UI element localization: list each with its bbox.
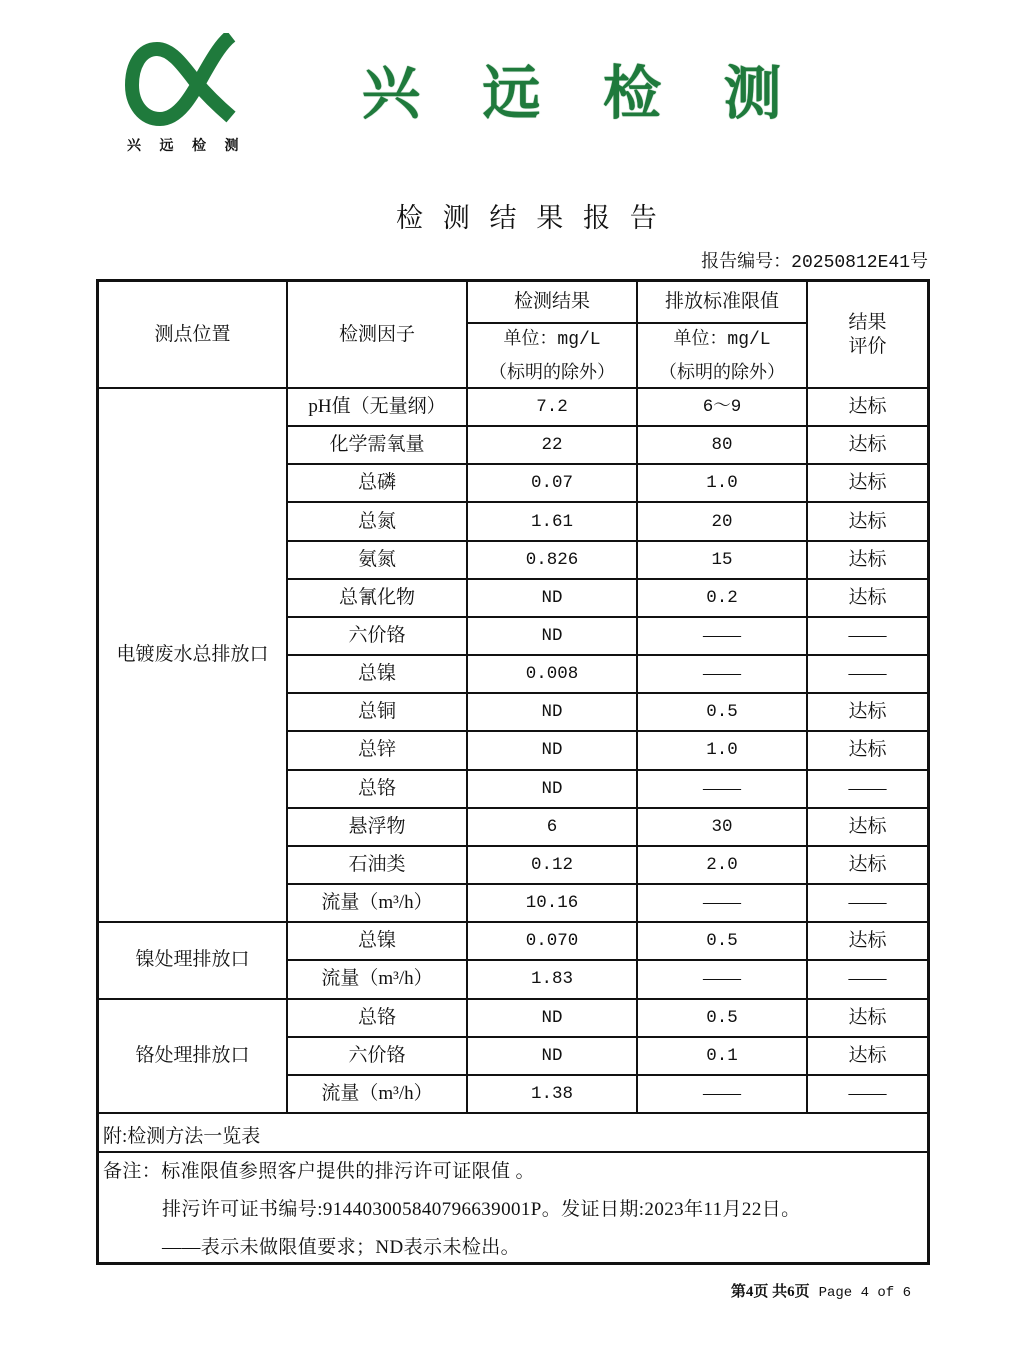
location-cell: 镍处理排放口 <box>99 923 288 999</box>
factor-cell: 总氮 <box>288 503 468 541</box>
factor-cell: 总氰化物 <box>288 580 468 618</box>
remark-line: 排污许可证书编号:914403005840796639001P。发证日期:2023年11月22日。 <box>162 1198 801 1220</box>
result-cell: 0.070 <box>468 923 638 961</box>
unit-line: 单位：mg/L <box>673 329 771 350</box>
evaluation-cell: 达标 <box>808 427 927 465</box>
factor-cell: 总镍 <box>288 656 468 694</box>
page-footer <box>731 1280 911 1301</box>
evaluation-cell: —— <box>808 771 927 809</box>
report-number: 报告编号：20250812E41号 <box>701 253 928 273</box>
factor-cell: 流量（m³/h） <box>288 1076 468 1114</box>
factor-cell: 总镍 <box>288 923 468 961</box>
evaluation-cell: 达标 <box>808 809 927 847</box>
header-location: 测点位置 <box>99 282 288 389</box>
result-cell: 10.16 <box>468 885 638 923</box>
remark-line: ——表示未做限值要求；ND表示未检出。 <box>162 1236 521 1258</box>
header-evaluation <box>808 282 927 389</box>
unit-note-line: （标明的除外） <box>489 361 615 382</box>
page-number-cn: 第4页 共6页 <box>730 1284 810 1300</box>
factor-cell: 氨氮 <box>288 542 468 580</box>
header-limit: 排放标准限值 <box>638 282 808 324</box>
header-result: 检测结果 <box>468 282 638 324</box>
result-cell: ND <box>468 618 638 656</box>
remark-line: 备注：标准限值参照客户提供的排污许可证限值 。 <box>103 1160 535 1182</box>
factor-cell: 石油类 <box>288 847 468 885</box>
limit-cell: 6～9 <box>638 389 808 427</box>
evaluation-cell: 达标 <box>808 847 927 885</box>
limit-cell: 1.0 <box>638 732 808 770</box>
limit-cell: 80 <box>638 427 808 465</box>
evaluation-cell: 达标 <box>808 923 927 961</box>
location-cell: 铬处理排放口 <box>99 1000 288 1114</box>
evaluation-cell: 达标 <box>808 542 927 580</box>
location-cell: 电镀废水总排放口 <box>99 389 288 923</box>
result-cell: 0.008 <box>468 656 638 694</box>
result-cell: 0.12 <box>468 847 638 885</box>
result-cell: 6 <box>468 809 638 847</box>
unit-line: 单位：mg/L <box>503 329 601 350</box>
factor-cell: 流量（m³/h） <box>288 961 468 999</box>
factor-cell: 六价铬 <box>288 1038 468 1076</box>
factor-cell: 总铜 <box>288 694 468 732</box>
limit-cell: —— <box>638 618 808 656</box>
result-cell: 1.61 <box>468 503 638 541</box>
limit-cell: 30 <box>638 809 808 847</box>
unit-note-line: （标明的除外） <box>659 361 785 382</box>
evaluation-cell: 达标 <box>808 465 927 503</box>
header-evaluation-line: 评价 <box>848 335 887 357</box>
evaluation-cell: 达标 <box>808 694 927 732</box>
evaluation-cell: —— <box>808 1076 927 1114</box>
limit-cell: —— <box>638 885 808 923</box>
result-cell: 22 <box>468 427 638 465</box>
factor-cell: 总磷 <box>288 465 468 503</box>
limit-cell: 0.1 <box>638 1038 808 1076</box>
header-factor: 检测因子 <box>288 282 468 389</box>
limit-cell: 0.5 <box>638 1000 808 1038</box>
report-title: 检 测 结 果 报 告 <box>396 203 664 233</box>
appendix-note: 附:检测方法一览表 <box>99 1114 927 1153</box>
results-table <box>96 279 930 1265</box>
evaluation-cell: —— <box>808 656 927 694</box>
header-evaluation-line: 结果 <box>848 311 887 333</box>
evaluation-cell: 达标 <box>808 580 927 618</box>
factor-cell: 总铬 <box>288 771 468 809</box>
evaluation-cell: 达标 <box>808 1000 927 1038</box>
evaluation-cell: 达标 <box>808 389 927 427</box>
logo-caption: 兴 远 检 测 <box>127 139 246 154</box>
limit-cell: 1.0 <box>638 465 808 503</box>
limit-cell: 0.2 <box>638 580 808 618</box>
limit-cell: 15 <box>638 542 808 580</box>
page-number-en: Page 4 of 6 <box>818 1285 911 1301</box>
result-cell: ND <box>468 771 638 809</box>
result-cell: ND <box>468 732 638 770</box>
limit-cell: —— <box>638 656 808 694</box>
factor-cell: 悬浮物 <box>288 809 468 847</box>
factor-cell: pH值（无量纲） <box>288 389 468 427</box>
result-cell: 7.2 <box>468 389 638 427</box>
result-cell: ND <box>468 694 638 732</box>
result-cell: ND <box>468 1038 638 1076</box>
result-unit <box>468 324 638 389</box>
result-cell: ND <box>468 1000 638 1038</box>
factor-cell: 六价铬 <box>288 618 468 656</box>
evaluation-cell: —— <box>808 618 927 656</box>
factor-cell: 流量（m³/h） <box>288 885 468 923</box>
evaluation-cell: 达标 <box>808 1038 927 1076</box>
factor-cell: 总铬 <box>288 1000 468 1038</box>
result-cell: 0.826 <box>468 542 638 580</box>
company-name: 兴 远 检 测 <box>362 61 806 126</box>
factor-cell: 总锌 <box>288 732 468 770</box>
result-cell: 1.38 <box>468 1076 638 1114</box>
limit-cell: 0.5 <box>638 694 808 732</box>
limit-cell: —— <box>638 771 808 809</box>
limit-cell: 2.0 <box>638 847 808 885</box>
limit-cell: —— <box>638 961 808 999</box>
limit-unit <box>638 324 808 389</box>
evaluation-cell: 达标 <box>808 503 927 541</box>
evaluation-cell: —— <box>808 961 927 999</box>
logo-mark <box>132 36 231 119</box>
result-cell: 1.83 <box>468 961 638 999</box>
result-cell: 0.07 <box>468 465 638 503</box>
factor-cell: 化学需氧量 <box>288 427 468 465</box>
limit-cell: 0.5 <box>638 923 808 961</box>
evaluation-cell: 达标 <box>808 732 927 770</box>
limit-cell: —— <box>638 1076 808 1114</box>
limit-cell: 20 <box>638 503 808 541</box>
company-logo <box>125 33 237 128</box>
evaluation-cell: —— <box>808 885 927 923</box>
remarks <box>99 1153 927 1262</box>
result-cell: ND <box>468 580 638 618</box>
